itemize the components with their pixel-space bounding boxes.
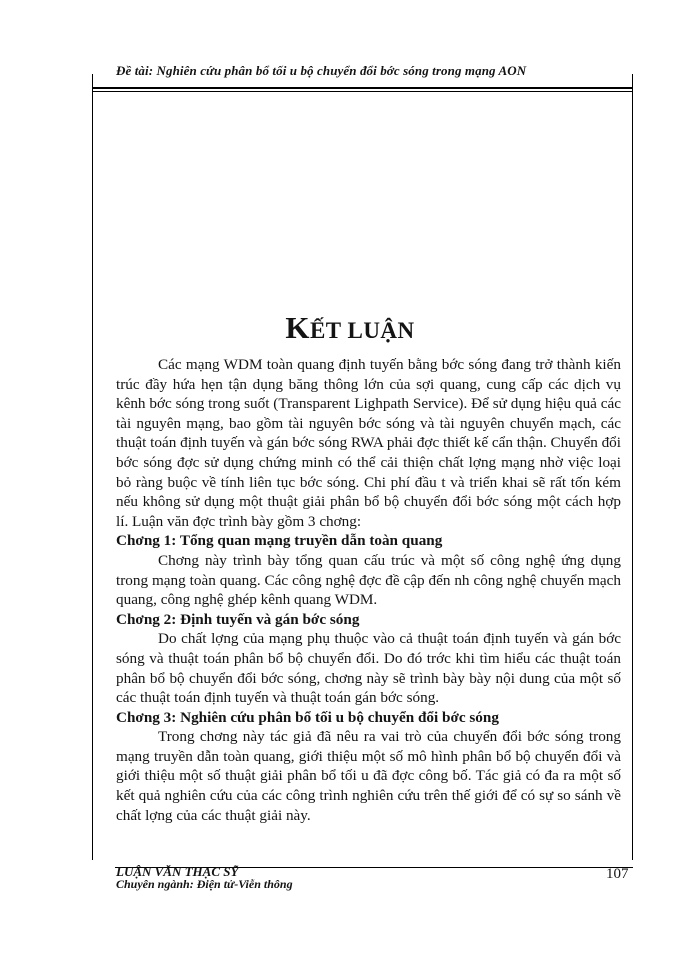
section-heading-chapter-2: Chơng 2: Định tuyến và gán bớc sóng	[116, 610, 360, 628]
section-heading-chapter-3: Chơng 3: Nghiên cứu phân bổ tối u bộ chuyển đổi bớc sóng	[116, 708, 499, 726]
page-border-right	[632, 74, 633, 860]
header-rule	[92, 87, 633, 89]
conclusion-body	[116, 355, 621, 825]
section-paragraph-chapter-1: Chơng này trình bày tổng quan cấu trúc và một số công nghệ ứng dụng trong mạng toàn quang. Các công nghệ đợc đề cập đến nh công nghệ chuyển mạch quang, công nghệ ghép kênh quang WDM.	[116, 551, 621, 609]
chapter-title-rest: ẾT LUẬN	[309, 318, 415, 343]
footer-thesis-label: LUẬN VĂN THẠC SỸ	[116, 864, 239, 879]
chapter-title-initial: K	[285, 310, 310, 345]
section-paragraph-chapter-3: Trong chơng này tác giả đã nêu ra vai trò của chuyển đổi bớc sóng trong mạng truyền dẫn toàn quang, giới thiệu một số mô hình phân bổ bộ chuyển đổi và giới thiệu một số thuật giải phân bổ tối u đã đợc công bố. Tác giả có đa ra một số kết quả nghiên cứu của các công trình nghiên cứu trên thế giới để có sự so sánh về chất lợng của các thuật giải này.	[116, 728, 621, 824]
footer-major: Chuyên ngành: Điện tử-Viễn thông	[116, 877, 293, 891]
section-paragraph-chapter-2: Do chất lợng của mạng phụ thuộc vào cả thuật toán định tuyến và gán bớc sóng và thuật toán phân bổ bộ chuyển đổi. Do đó trớc khi tìm hiểu các thuật toán phân bổ bộ chuyển đổi bớc sóng, chơng này sẽ trình bày bày nội dung của một số các thuật toán định tuyến và thuật toán gán bớc sóng.	[116, 630, 621, 707]
intro-paragraph: Các mạng WDM toàn quang định tuyến bằng bớc sóng đang trở thành kiến trúc đầy hứa hẹn tận dụng băng thông lớn của sợi quang, cung cấp các dịch vụ kênh bớc sóng trong suốt (Transparent Lighpath Service). Để sử dụng hiệu quả các tài nguyên mạng, bao gồm tài nguyên bớc sóng và tài nguyên chuyển mạch, các thuật toán định tuyến và gán bớc sóng RWA phải đợc thiết kế cẩn thận. Chuyển đổi bớc sóng đợc sử dụng chứng minh có thể cải thiện chất lợng mạng nhờ việc loại bỏ ràng buộc về tính liên tục bớc sóng. Chi phí đầu t và triển khai sẽ rất tốn kém nếu không sử dụng một thuật giải phân bổ bộ chuyển đổi bớc sóng một cách hợp lí. Luận văn đợc trình bày gồm 3 chơng:	[116, 356, 621, 530]
page-number: 107	[606, 866, 629, 882]
header-rule-thin	[92, 91, 633, 92]
section-heading-chapter-1: Chơng 1: Tổng quan mạng truyền dẫn toàn quang	[116, 532, 443, 550]
footer-info	[116, 866, 293, 890]
running-header: Đề tài: Nghiên cứu phân bổ tối u bộ chuyển đổi bớc sóng trong mạng AON	[116, 63, 527, 78]
chapter-title	[0, 310, 700, 346]
page-border-left	[92, 74, 93, 860]
